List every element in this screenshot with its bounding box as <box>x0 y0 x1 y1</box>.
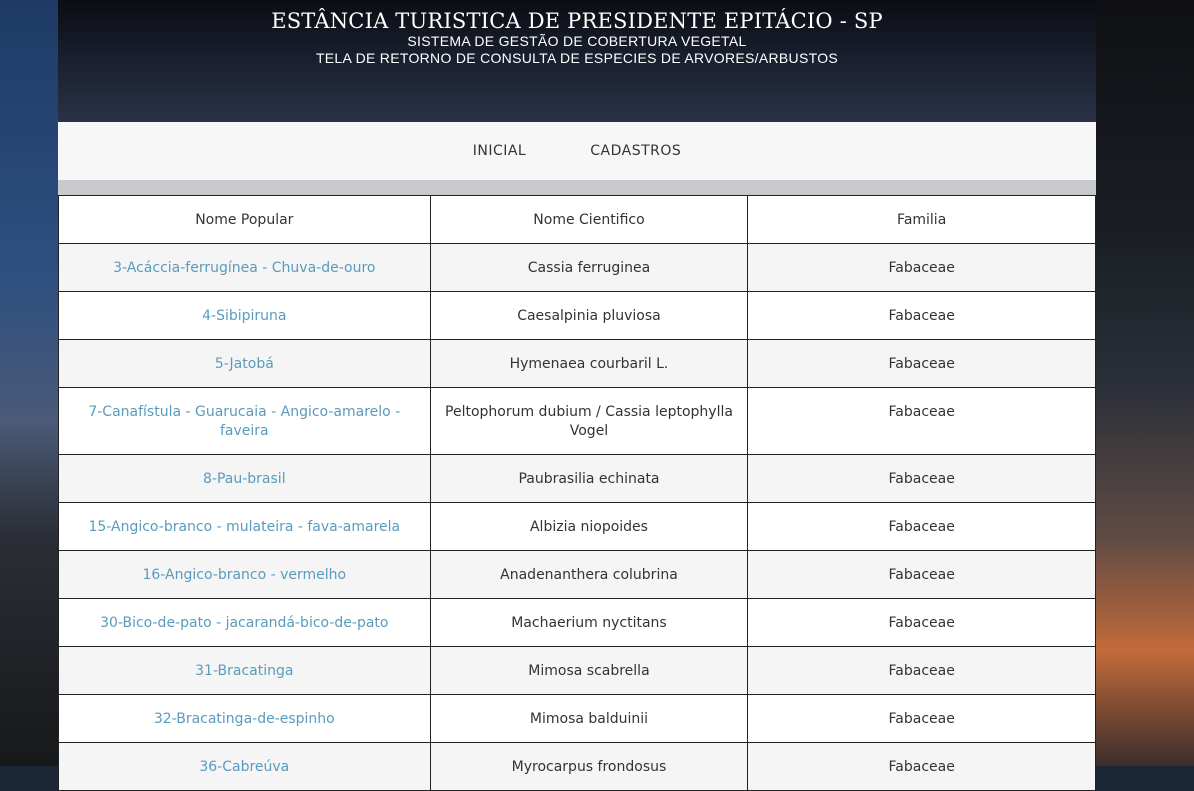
species-link[interactable]: 4-Sibipiruna <box>202 308 287 324</box>
table-row <box>59 292 1096 340</box>
page-header <box>58 0 1096 122</box>
column-header-familia: Familia <box>748 196 1096 244</box>
cell-nome-cientifico: Mimosa scabrella <box>430 647 748 695</box>
cell-nome-cientifico: Hymenaea courbaril L. <box>430 340 748 388</box>
cell-familia: Fabaceae <box>748 292 1096 340</box>
table-row <box>59 551 1096 599</box>
cell-familia: Fabaceae <box>748 743 1096 791</box>
cell-familia: Fabaceae <box>748 455 1096 503</box>
cell-nome-popular <box>59 743 431 791</box>
cell-nome-cientifico: Anadenanthera colubrina <box>430 551 748 599</box>
background-photo-left <box>0 0 58 766</box>
table-row <box>59 455 1096 503</box>
screen-subtitle: TELA DE RETORNO DE CONSULTA DE ESPECIES DE ARVORES/ARBUSTOS <box>315 50 839 66</box>
cell-nome-popular <box>59 551 431 599</box>
cell-nome-popular <box>59 244 431 292</box>
cell-nome-popular <box>59 599 431 647</box>
species-link[interactable]: 31-Bracatinga <box>195 663 294 679</box>
cell-nome-cientifico: Cassia ferruginea <box>430 244 748 292</box>
cell-nome-cientifico: Paubrasilia echinata <box>430 455 748 503</box>
cell-nome-popular <box>59 340 431 388</box>
table-header-row <box>59 196 1096 244</box>
table-row <box>59 244 1096 292</box>
cell-nome-cientifico: Mimosa balduinii <box>430 695 748 743</box>
column-header-popular: Nome Popular <box>59 196 431 244</box>
table-row <box>59 695 1096 743</box>
system-subtitle: SISTEMA DE GESTÃO DE COBERTURA VEGETAL <box>407 33 747 49</box>
cell-nome-cientifico: Albizia niopoides <box>430 503 748 551</box>
cell-nome-popular <box>59 292 431 340</box>
nav-cadastros[interactable]: CADASTROS <box>590 143 682 159</box>
species-link[interactable]: 7-Canafístula - Guarucaia - Angico-amarelo - faveira <box>88 404 401 439</box>
nav-divider <box>58 180 1096 195</box>
cell-nome-popular <box>59 647 431 695</box>
cell-nome-cientifico: Machaerium nyctitans <box>430 599 748 647</box>
cell-nome-popular <box>59 503 431 551</box>
cell-familia: Fabaceae <box>748 695 1096 743</box>
species-link[interactable]: 32-Bracatinga-de-espinho <box>153 711 335 727</box>
cell-nome-popular <box>59 455 431 503</box>
table-row <box>59 340 1096 388</box>
cell-familia: Fabaceae <box>748 388 1096 455</box>
species-link[interactable]: 30-Bico-de-pato - jacarandá-bico-de-pato <box>100 615 389 631</box>
main-nav <box>58 122 1096 180</box>
cell-familia: Fabaceae <box>748 340 1096 388</box>
cell-nome-cientifico: Peltophorum dubium / Cassia leptophylla Vogel <box>430 388 748 455</box>
cell-nome-cientifico: Caesalpinia pluviosa <box>430 292 748 340</box>
cell-familia: Fabaceae <box>748 647 1096 695</box>
species-link[interactable]: 15-Angico-branco - mulateira - fava-amarela <box>88 519 401 535</box>
species-link[interactable]: 16-Angico-branco - vermelho <box>142 567 347 583</box>
cell-familia: Fabaceae <box>748 599 1096 647</box>
cell-familia: Fabaceae <box>748 503 1096 551</box>
background-photo-right <box>1096 0 1194 766</box>
table-row <box>59 503 1096 551</box>
table-row <box>59 647 1096 695</box>
cell-nome-cientifico: Myrocarpus frondosus <box>430 743 748 791</box>
nav-inicial[interactable]: INICIAL <box>472 143 527 159</box>
table-row <box>59 743 1096 791</box>
species-link[interactable]: 36-Cabreúva <box>199 759 290 775</box>
column-header-cientifico: Nome Cientifico <box>430 196 748 244</box>
species-link[interactable]: 3-Acáccia-ferrugínea - Chuva-de-ouro <box>113 260 376 276</box>
page-title: ESTÂNCIA TURISTICA DE PRESIDENTE EPITÁCIO - SP <box>271 9 883 33</box>
table-row <box>59 388 1096 455</box>
cell-familia: Fabaceae <box>748 244 1096 292</box>
species-table <box>58 195 1096 791</box>
table-row <box>59 599 1096 647</box>
species-link[interactable]: 8-Pau-brasil <box>203 471 286 487</box>
cell-nome-popular <box>59 695 431 743</box>
cell-nome-popular <box>59 388 431 455</box>
species-link[interactable]: 5-Jatobá <box>214 356 274 372</box>
cell-familia: Fabaceae <box>748 551 1096 599</box>
